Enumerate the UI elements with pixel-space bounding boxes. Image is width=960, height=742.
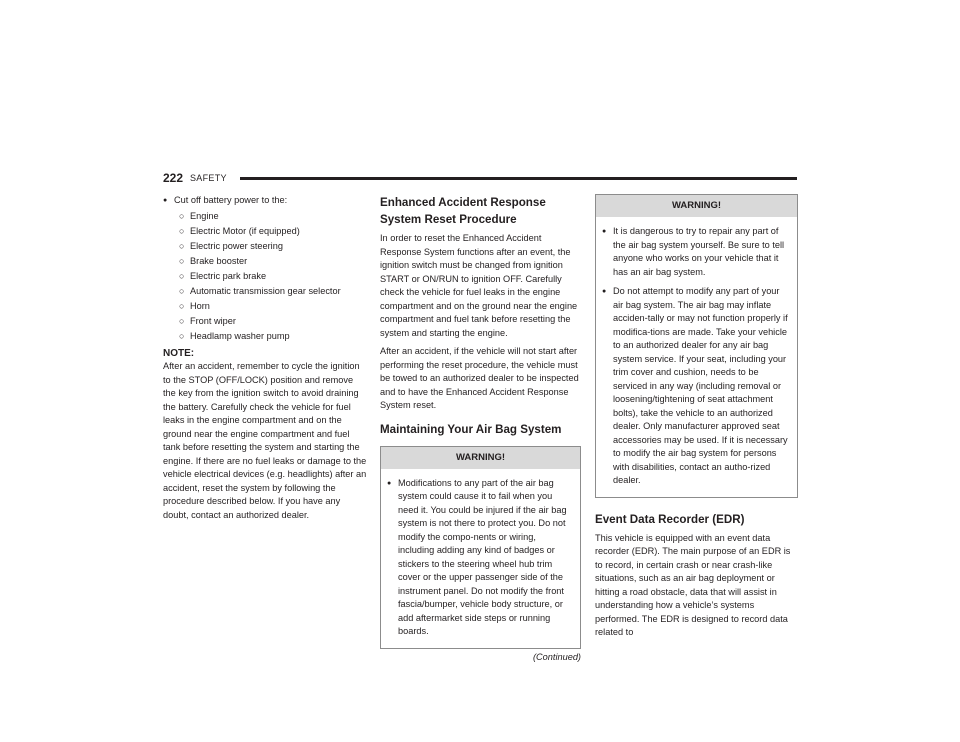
sub-list-item: ○ Brake booster xyxy=(163,255,368,269)
sub-list-item: ○ Electric park brake xyxy=(163,270,368,284)
paragraph: This vehicle is equipped with an event data recorder (EDR). The main purpose of an EDR is to record, in certain crash or near crash-like situations, such as an air bag deployment or hitting a road obstacle, data that will assist in understanding how a vehicle’s systems performed. The EDR is designed to record data related to xyxy=(595,532,791,637)
warning-box xyxy=(595,194,798,498)
sub-list-item: ○ Headlamp washer pump xyxy=(163,330,368,344)
header-rule xyxy=(240,177,797,180)
heading-edr: Event Data Recorder (EDR) xyxy=(595,512,745,526)
sub-list-item: ○ Electric power steering xyxy=(163,240,368,254)
warning-item: ● Do not attempt to modify any part of your air bag system. The air bag may inflate acciden-tally or may not function properly if modifica-tions are made. Take your vehicle to an authorized dealer for any air bag system service. If your seat, including your trim cover and cushion, needs to be serviced in any way (including removal or loosening/tightening of seat attachment bolts), take the vehicle to an authorized dealer. Only manufacturer approved seat accessories may be used. If it is necessary to modify the air bag system for persons with disabilities, contact an autho-rized dealer. xyxy=(602,285,791,488)
warning-body xyxy=(381,469,580,648)
warning-title: WARNING! xyxy=(381,447,580,469)
heading-maintaining-air-bag: Maintaining Your Air Bag System xyxy=(380,422,562,436)
sub-list-item: ○ Front wiper xyxy=(163,315,368,329)
sub-list-item: ○ Horn xyxy=(163,300,368,314)
sub-list-item: ○ Automatic transmission gear selector xyxy=(163,285,368,299)
section-title: SAFETY xyxy=(190,173,227,183)
heading-reset-procedure: Enhanced Accident Response System Reset Procedure xyxy=(380,196,546,226)
note-title: NOTE: xyxy=(163,348,195,359)
page-header xyxy=(163,171,797,185)
paragraph: In order to reset the Enhanced Accident Response System functions after an event, the ignition switch must be changed from ignition START or ON/RUN to ignition OFF. Carefully check the vehicle for fuel leaks in the engine compartment and on the ground near the engine compartment and fuel tank before resetting the system and starting the engine. xyxy=(380,233,578,338)
warning-box xyxy=(380,446,581,649)
sub-list-item: ○ Engine xyxy=(163,210,368,224)
note-text: After an accident, remember to cycle the ignition to the STOP (OFF/LOCK) position and remove the key from the ignition switch to avoid draining the battery. Carefully check the vehicle for fuel leaks in the engine compartment and on the ground near the engine compartment and fuel tank before resetting the system and starting the engine. If there are no fuel leaks or damage to the vehicle electrical devices (e.g. headlights) after an accident, reset the system by following the procedure described below. If you have any doubt, contact an authorized dealer. xyxy=(163,361,367,520)
warning-item: ● Modifications to any part of the air bag system could cause it to fail when you need it. You could be injured if the air bag system is not there to protect you. Do not modify the compo-nents or wiring, including adding any kind of badges or stickers to the steering wheel hub trim cover or the upper passenger side of the instrument panel. Do not modify the front fascia/bumper, vehicle body structure, or add aftermarket side steps or running boards. xyxy=(387,477,574,639)
paragraph: After an accident, if the vehicle will not start after performing the reset procedure, the vehicle must be towed to an authorized dealer to be inspected and to have the Enhanced Accident Response System reset. xyxy=(380,346,579,410)
continued-label: (Continued) xyxy=(532,651,581,662)
warning-body xyxy=(596,217,797,497)
page-number: 222 xyxy=(163,171,184,185)
column-left xyxy=(163,194,368,522)
warning-title: WARNING! xyxy=(596,195,797,217)
column-middle xyxy=(380,194,581,664)
column-right xyxy=(595,194,798,645)
warning-item: ● It is dangerous to try to repair any part of the air bag system yourself. Be sure to tell anyone who works on your vehicle that it has an air bag system. xyxy=(602,225,791,279)
list-item: ● Cut off battery power to the: xyxy=(163,194,368,208)
sub-list-item: ○ Electric Motor (if equipped) xyxy=(163,225,368,239)
